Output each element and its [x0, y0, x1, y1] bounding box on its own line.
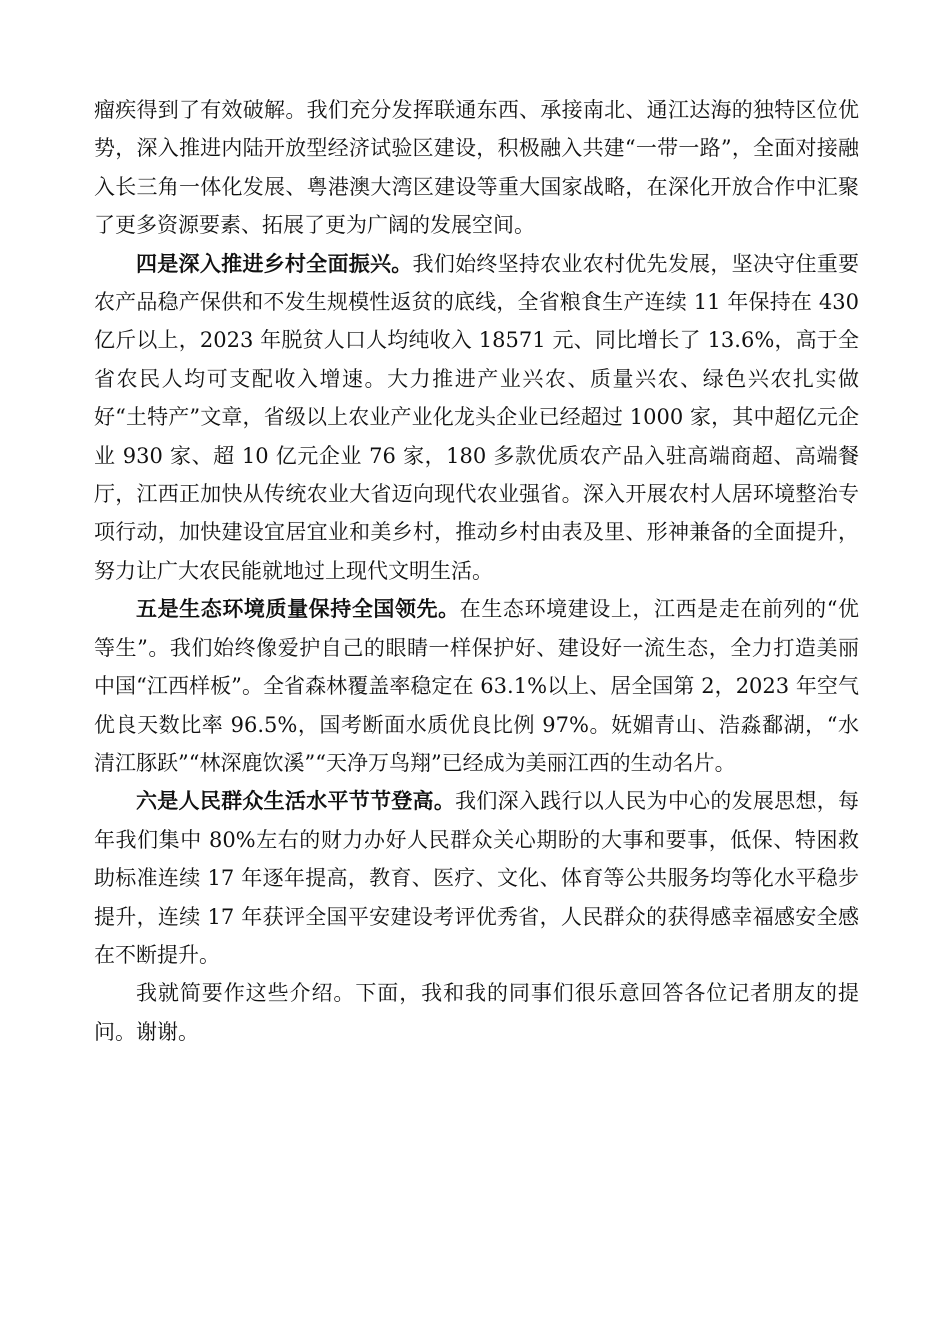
paragraph-text: 我们始终坚持农业农村优先发展，坚决守住重要农产品稳产保供和不发生规模性返贫的底线，全省粮食生产连续 11 年保持在 430 亿斤以上，2023 年脱贫人口人均纯收入 18571 元、同比增长了 13.6%，高于全省农民人均可支配收入增速。大力推进产业兴农、质量兴农、绿色兴农扎实做好“土特产”文章，省级以上农业产业化龙头企业已经超过 1000 家，其中超亿元企业 930 家、超 10 亿元企业 76 家，180 多款优质农产品入驻高端商超、高端餐厅，江西正加快从传统农业大省迈向现代农业强省。深入开展农村人居环境整治专项行动，加快建设宜居宜业和美乡村，推动乡村由表及里、形神兼备的全面提升，努力让广大农民能就地过上现代文明生活。 — [94, 251, 859, 583]
document-page — [94, 91, 859, 1051]
paragraph-text: 我们深入践行以人民为中心的发展思想，每年我们集中 80%左右的财力办好人民群众关心期盼的大事和要事，低保、特困救助标准连续 17 年逐年提高，教育、医疗、文化、体育等公共服务均等化水平稳步提升，连续 17 年获评全国平安建设考评优秀省，人民群众的获得感幸福感安全感在不断提升。 — [94, 789, 860, 967]
paragraph-lead-heading: 五是生态环境质量保持全国领先。 — [136, 596, 460, 622]
paragraph-text: 在生态环境建设上，江西是走在前列的“优等生”。我们始终像爱护自己的眼睛一样保护好、建设好一流生态，全力打造美丽中国“江西样板”。全省森林覆盖率稳定在 63.1%以上、居全国第 2，2023 年空气优良天数比率 96.5%，国考断面水质优良比例 97%。妩媚青山、浩淼鄱湖，“水清江豚跃”“林深鹿饮溪”“天净万鸟翔”已经成为美丽江西的生动名片。 — [94, 597, 860, 775]
paragraph-lead-heading: 六是人民群众生活水平节节登高。 — [136, 788, 456, 814]
paragraph-text: 瘤疾得到了有效破解。我们充分发挥联通东西、承接南北、通江达海的独特区位优势，深入推进内陆开放型经济试验区建设，积极融入共建“一带一路”，全面对接融入长三角一体化发展、粤港澳大湾区建设等重大国家战略，在深化开放合作中汇聚了更多资源要素、拓展了更为广阔的发展空间。 — [94, 98, 859, 238]
paragraph-ecology — [94, 590, 859, 782]
paragraph-text: 我就简要作这些介绍。下面，我和我的同事们很乐意回答各位记者朋友的提问。谢谢。 — [94, 981, 859, 1044]
paragraph-rural-revitalization — [94, 245, 859, 591]
paragraph-closing — [94, 974, 859, 1051]
paragraph-opening-continuation — [94, 91, 859, 245]
paragraph-lead-heading: 四是深入推进乡村全面振兴。 — [136, 250, 413, 276]
paragraph-livelihood — [94, 782, 859, 974]
